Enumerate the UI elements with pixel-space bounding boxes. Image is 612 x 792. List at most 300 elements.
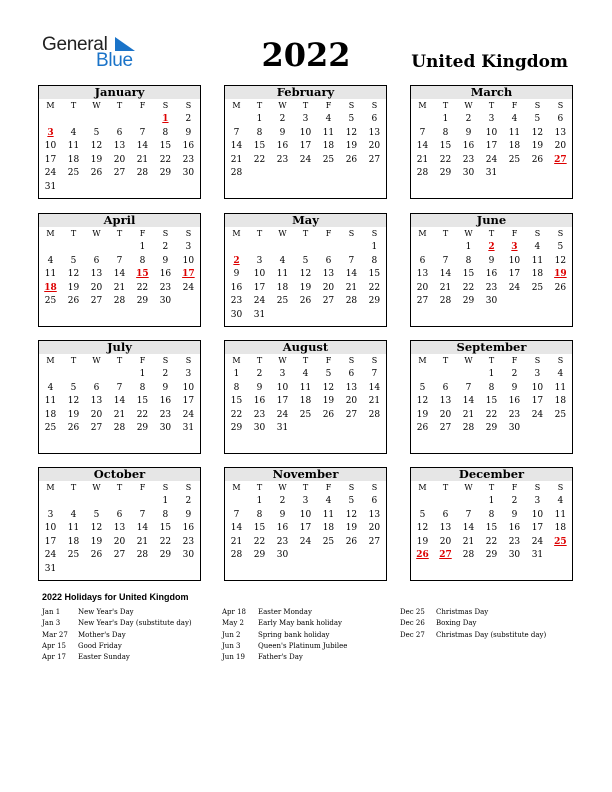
day-cell: 19	[345, 523, 358, 533]
empty-day-cell	[248, 241, 271, 255]
day-cell: 27	[345, 409, 358, 420]
day-grid	[411, 113, 572, 181]
day-cell: 19	[67, 409, 80, 420]
holiday-date: Apr 17	[42, 653, 67, 662]
holiday-name: Boxing Day	[436, 619, 477, 628]
day-cell: 20	[113, 154, 126, 165]
weekday-label: T	[70, 483, 77, 492]
day-cell: 5	[325, 369, 332, 379]
day-cell: 17	[299, 523, 312, 533]
day-cell: 11	[322, 127, 335, 138]
day-cell: 19	[299, 282, 312, 293]
day-cell: 1	[256, 114, 263, 124]
day-cell: 13	[368, 127, 381, 138]
weekday-label: T	[116, 101, 123, 110]
day-cell: 9	[511, 509, 518, 520]
holiday-column	[400, 607, 546, 641]
day-cell: 7	[233, 127, 240, 138]
day-cell: 24	[531, 536, 544, 547]
day-cell: 22	[368, 282, 381, 293]
weekday-label: M	[232, 101, 241, 110]
day-cell: 16	[508, 396, 521, 406]
weekday-header	[411, 482, 572, 493]
day-cell: 7	[465, 509, 472, 520]
holiday-row	[400, 607, 546, 618]
day-cell: 25	[44, 423, 57, 433]
holiday-date: Dec 25	[400, 608, 425, 616]
day-cell: 19	[345, 141, 358, 151]
day-cell: 22	[159, 154, 172, 165]
day-cell: 24	[299, 154, 312, 165]
empty-day-cell	[434, 241, 457, 255]
weekday-header	[39, 100, 200, 111]
day-cell: 2	[279, 496, 286, 506]
day-cell: 21	[136, 536, 149, 547]
day-cell: 5	[419, 382, 426, 393]
day-cell: 20	[439, 409, 452, 420]
day-cell: 9	[488, 255, 495, 266]
weekday-label: S	[557, 356, 564, 365]
day-cell: 3	[534, 369, 541, 379]
day-cell: 17	[44, 536, 57, 547]
day-cell: 31	[276, 423, 289, 433]
day-cell: 22	[159, 536, 172, 547]
day-cell: 2	[511, 369, 518, 379]
day-cell: 2	[185, 114, 192, 124]
day-grid	[39, 113, 200, 194]
day-cell: 22	[136, 409, 149, 420]
day-cell: 24	[299, 536, 312, 547]
day-cell: 6	[442, 382, 449, 393]
weekday-label: S	[534, 483, 541, 492]
day-cell: 2	[279, 114, 286, 124]
month-name: November	[225, 468, 386, 481]
empty-day-cell	[411, 495, 434, 509]
day-cell: 10	[182, 382, 195, 393]
day-cell: 6	[325, 255, 332, 266]
day-cell: 10	[485, 127, 498, 138]
day-cell: 29	[485, 423, 498, 433]
month-july	[38, 340, 201, 454]
empty-day-cell	[108, 495, 131, 509]
day-cell: 17	[531, 396, 544, 406]
day-cell: 24	[253, 296, 266, 306]
holidays-title: 2022 Holidays for United Kingdom	[42, 592, 189, 602]
weekday-label: W	[92, 483, 101, 492]
day-cell: 12	[90, 141, 103, 151]
weekday-header	[411, 355, 572, 366]
day-cell: 8	[371, 255, 378, 266]
day-cell: 7	[419, 127, 426, 138]
day-cell: 25	[508, 154, 521, 165]
day-cell: 29	[368, 296, 381, 306]
day-cell: 7	[116, 382, 123, 393]
weekday-label: S	[348, 483, 355, 492]
day-grid	[39, 495, 200, 576]
day-cell: 15	[485, 523, 498, 533]
holiday-name: Good Friday	[78, 641, 122, 650]
holiday-row	[42, 630, 192, 641]
day-cell: 24	[508, 282, 521, 293]
day-cell: 21	[368, 396, 381, 406]
weekday-label: W	[278, 101, 287, 110]
day-cell: 22	[462, 282, 475, 293]
day-cell: 11	[554, 382, 567, 393]
holiday-date: Dec 27	[400, 630, 425, 639]
day-cell: 21	[416, 154, 429, 165]
day-cell: 2	[162, 242, 169, 252]
day-cell: 24	[276, 409, 289, 420]
holiday-row	[222, 641, 347, 652]
weekday-header	[225, 355, 386, 366]
day-cell: 12	[67, 269, 80, 279]
day-cell: 30	[508, 550, 521, 560]
day-cell: 30	[276, 550, 289, 560]
empty-day-cell	[108, 241, 131, 255]
day-cell: 16	[508, 523, 521, 533]
weekday-label: S	[185, 101, 192, 110]
day-cell: 4	[325, 114, 332, 124]
weekday-label: W	[464, 483, 473, 492]
month-name: March	[411, 86, 572, 99]
day-cell: 26	[67, 296, 80, 306]
day-cell: 26	[345, 154, 358, 165]
day-cell: 28	[113, 423, 126, 433]
weekday-label: M	[46, 356, 55, 365]
day-cell: 11	[44, 269, 57, 279]
holiday-date: Apr 18	[222, 608, 247, 616]
day-cell: 12	[299, 269, 312, 279]
day-cell: 29	[159, 168, 172, 178]
day-cell: 9	[279, 509, 286, 520]
day-cell: 23	[276, 536, 289, 547]
day-cell: 12	[531, 127, 544, 138]
day-cell: 1	[139, 369, 146, 379]
day-grid	[39, 241, 200, 309]
day-cell: 12	[345, 509, 358, 520]
weekday-label: T	[256, 101, 263, 110]
day-cell: 5	[348, 114, 355, 124]
day-grid	[225, 113, 386, 181]
day-cell: 15	[253, 141, 266, 151]
day-cell: 13	[345, 382, 358, 393]
day-cell: 25	[44, 296, 57, 306]
day-cell: 10	[276, 382, 289, 393]
day-cell: 21	[136, 154, 149, 165]
day-cell: 3	[534, 496, 541, 506]
day-cell: 22	[439, 154, 452, 165]
day-cell: 21	[462, 409, 475, 420]
month-may	[224, 213, 387, 327]
day-cell: 20	[439, 536, 452, 547]
day-cell: 11	[531, 255, 544, 266]
day-cell: 18	[322, 523, 335, 533]
day-cell: 29	[485, 550, 498, 560]
month-january	[38, 85, 201, 199]
day-cell: 22	[485, 536, 498, 547]
holiday-day-cell: 27	[439, 550, 452, 560]
holiday-name: Mother's Day	[78, 630, 126, 639]
day-cell: 16	[462, 141, 475, 151]
day-cell: 8	[162, 509, 169, 520]
weekday-label: M	[418, 101, 427, 110]
day-cell: 4	[302, 369, 309, 379]
day-cell: 25	[322, 154, 335, 165]
day-cell: 20	[322, 282, 335, 293]
day-cell: 17	[276, 396, 289, 406]
day-cell: 30	[230, 309, 243, 320]
day-cell: 28	[439, 296, 452, 306]
day-cell: 27	[322, 296, 335, 306]
day-cell: 4	[47, 255, 54, 266]
day-cell: 23	[159, 282, 172, 293]
weekday-label: F	[325, 483, 332, 492]
day-cell: 17	[299, 141, 312, 151]
day-cell: 21	[462, 536, 475, 547]
day-cell: 12	[554, 255, 567, 266]
weekday-label: T	[256, 229, 263, 238]
day-cell: 11	[67, 523, 80, 533]
day-cell: 7	[139, 509, 146, 520]
month-march	[410, 85, 573, 199]
weekday-label: F	[511, 483, 518, 492]
day-cell: 7	[139, 127, 146, 138]
empty-day-cell	[62, 113, 85, 127]
weekday-label: T	[488, 356, 495, 365]
weekday-label: S	[348, 356, 355, 365]
holiday-row	[222, 652, 347, 663]
day-cell: 22	[253, 154, 266, 165]
day-cell: 8	[256, 127, 263, 138]
day-cell: 7	[465, 382, 472, 393]
weekday-label: S	[534, 356, 541, 365]
day-cell: 10	[299, 509, 312, 520]
empty-day-cell	[411, 368, 434, 382]
day-cell: 28	[230, 168, 243, 178]
day-cell: 5	[348, 496, 355, 506]
day-grid	[411, 495, 572, 563]
day-cell: 31	[182, 423, 195, 433]
empty-day-cell	[85, 495, 108, 509]
weekday-label: T	[442, 101, 449, 110]
weekday-label: F	[511, 356, 518, 365]
day-cell: 29	[230, 423, 243, 433]
day-cell: 12	[416, 523, 429, 533]
weekday-header	[225, 228, 386, 239]
day-cell: 4	[557, 496, 564, 506]
day-cell: 14	[462, 396, 475, 406]
day-cell: 14	[345, 269, 358, 279]
weekday-label: F	[511, 101, 518, 110]
weekday-label: T	[488, 101, 495, 110]
weekday-header	[225, 100, 386, 111]
day-cell: 9	[279, 127, 286, 138]
weekday-label: M	[418, 229, 427, 238]
day-cell: 26	[345, 536, 358, 547]
day-cell: 25	[67, 550, 80, 560]
day-cell: 8	[488, 509, 495, 520]
day-cell: 5	[93, 509, 100, 520]
weekday-label: F	[139, 101, 146, 110]
holiday-name: Easter Sunday	[78, 653, 130, 662]
day-cell: 22	[485, 409, 498, 420]
day-cell: 30	[508, 423, 521, 433]
weekday-label: T	[116, 483, 123, 492]
day-cell: 20	[113, 536, 126, 547]
day-cell: 29	[439, 168, 452, 178]
day-cell: 15	[159, 141, 172, 151]
day-cell: 30	[159, 296, 172, 306]
weekday-label: M	[232, 483, 241, 492]
weekday-label: W	[464, 229, 473, 238]
day-cell: 7	[233, 509, 240, 520]
day-cell: 13	[322, 269, 335, 279]
weekday-label: T	[302, 101, 309, 110]
day-cell: 19	[531, 141, 544, 151]
month-june	[410, 213, 573, 327]
weekday-label: M	[232, 229, 241, 238]
empty-day-cell	[294, 241, 317, 255]
weekday-label: S	[185, 229, 192, 238]
day-cell: 25	[276, 296, 289, 306]
holiday-date: Jun 3	[222, 641, 241, 650]
empty-day-cell	[108, 113, 131, 127]
weekday-label: T	[442, 483, 449, 492]
day-cell: 16	[159, 269, 172, 279]
day-cell: 8	[442, 127, 449, 138]
holiday-row	[42, 618, 192, 629]
month-name: July	[39, 341, 200, 354]
day-cell: 10	[531, 382, 544, 393]
weekday-label: S	[162, 229, 169, 238]
day-cell: 11	[67, 141, 80, 151]
weekday-label: F	[325, 356, 332, 365]
holiday-row	[222, 630, 347, 641]
weekday-header	[411, 100, 572, 111]
day-cell: 9	[162, 382, 169, 393]
month-november	[224, 467, 387, 581]
day-cell: 23	[230, 296, 243, 306]
day-cell: 1	[162, 496, 169, 506]
day-cell: 27	[416, 296, 429, 306]
holiday-day-cell: 19	[554, 269, 567, 279]
day-cell: 13	[368, 509, 381, 520]
day-cell: 9	[465, 127, 472, 138]
weekday-label: T	[442, 229, 449, 238]
weekday-label: W	[278, 356, 287, 365]
weekday-label: S	[557, 483, 564, 492]
day-cell: 8	[139, 255, 146, 266]
logo-text-blue: Blue	[96, 50, 133, 71]
day-cell: 10	[44, 141, 57, 151]
day-cell: 23	[253, 409, 266, 420]
day-cell: 23	[276, 154, 289, 165]
day-cell: 24	[485, 154, 498, 165]
day-cell: 7	[348, 255, 355, 266]
day-cell: 15	[253, 523, 266, 533]
weekday-header	[39, 482, 200, 493]
day-cell: 27	[90, 296, 103, 306]
month-name: December	[411, 468, 572, 481]
day-cell: 28	[136, 168, 149, 178]
month-name: January	[39, 86, 200, 99]
day-cell: 28	[113, 296, 126, 306]
day-cell: 17	[253, 282, 266, 293]
holiday-date: May 2	[222, 619, 244, 628]
month-name: May	[225, 214, 386, 227]
day-cell: 18	[322, 141, 335, 151]
day-cell: 18	[508, 141, 521, 151]
day-cell: 18	[276, 282, 289, 293]
month-february	[224, 85, 387, 199]
day-cell: 6	[371, 114, 378, 124]
day-cell: 13	[113, 141, 126, 151]
holiday-day-cell: 1	[162, 114, 169, 124]
holiday-day-cell: 18	[44, 282, 57, 293]
weekday-label: S	[162, 356, 169, 365]
empty-day-cell	[85, 241, 108, 255]
day-cell: 10	[508, 255, 521, 266]
day-cell: 2	[511, 496, 518, 506]
day-cell: 18	[44, 409, 57, 420]
day-cell: 15	[368, 269, 381, 279]
day-cell: 6	[371, 496, 378, 506]
month-september	[410, 340, 573, 454]
holiday-date: Jun 2	[222, 630, 241, 639]
day-cell: 5	[419, 509, 426, 520]
weekday-label: W	[92, 229, 101, 238]
weekday-label: S	[371, 483, 378, 492]
day-cell: 28	[136, 550, 149, 560]
day-cell: 25	[299, 409, 312, 420]
day-cell: 1	[488, 369, 495, 379]
day-cell: 3	[302, 496, 309, 506]
day-cell: 30	[182, 168, 195, 178]
day-cell: 27	[113, 550, 126, 560]
day-cell: 2	[465, 114, 472, 124]
weekday-label: S	[371, 101, 378, 110]
day-cell: 4	[47, 382, 54, 393]
empty-day-cell	[62, 368, 85, 382]
day-cell: 19	[322, 396, 335, 406]
day-cell: 10	[253, 269, 266, 279]
day-cell: 13	[113, 523, 126, 533]
empty-day-cell	[131, 495, 154, 509]
holiday-row	[42, 652, 192, 663]
holiday-row	[222, 607, 347, 618]
day-cell: 14	[230, 523, 243, 533]
holiday-name: Early May bank holiday	[258, 619, 343, 628]
month-december	[410, 467, 573, 581]
day-cell: 12	[345, 127, 358, 138]
day-cell: 25	[322, 536, 335, 547]
day-cell: 24	[44, 550, 57, 560]
day-cell: 17	[508, 269, 521, 279]
day-cell: 3	[279, 369, 286, 379]
holiday-day-cell: 26	[416, 550, 429, 560]
day-cell: 10	[44, 523, 57, 533]
year-title: 2022	[261, 36, 351, 74]
day-cell: 1	[233, 369, 240, 379]
holiday-day-cell: 25	[554, 536, 567, 547]
day-cell: 18	[67, 154, 80, 165]
day-cell: 6	[419, 255, 426, 266]
weekday-label: M	[418, 356, 427, 365]
empty-day-cell	[225, 495, 248, 509]
weekday-label: F	[139, 483, 146, 492]
holiday-date: Jan 1	[42, 608, 61, 616]
empty-day-cell	[39, 495, 62, 509]
